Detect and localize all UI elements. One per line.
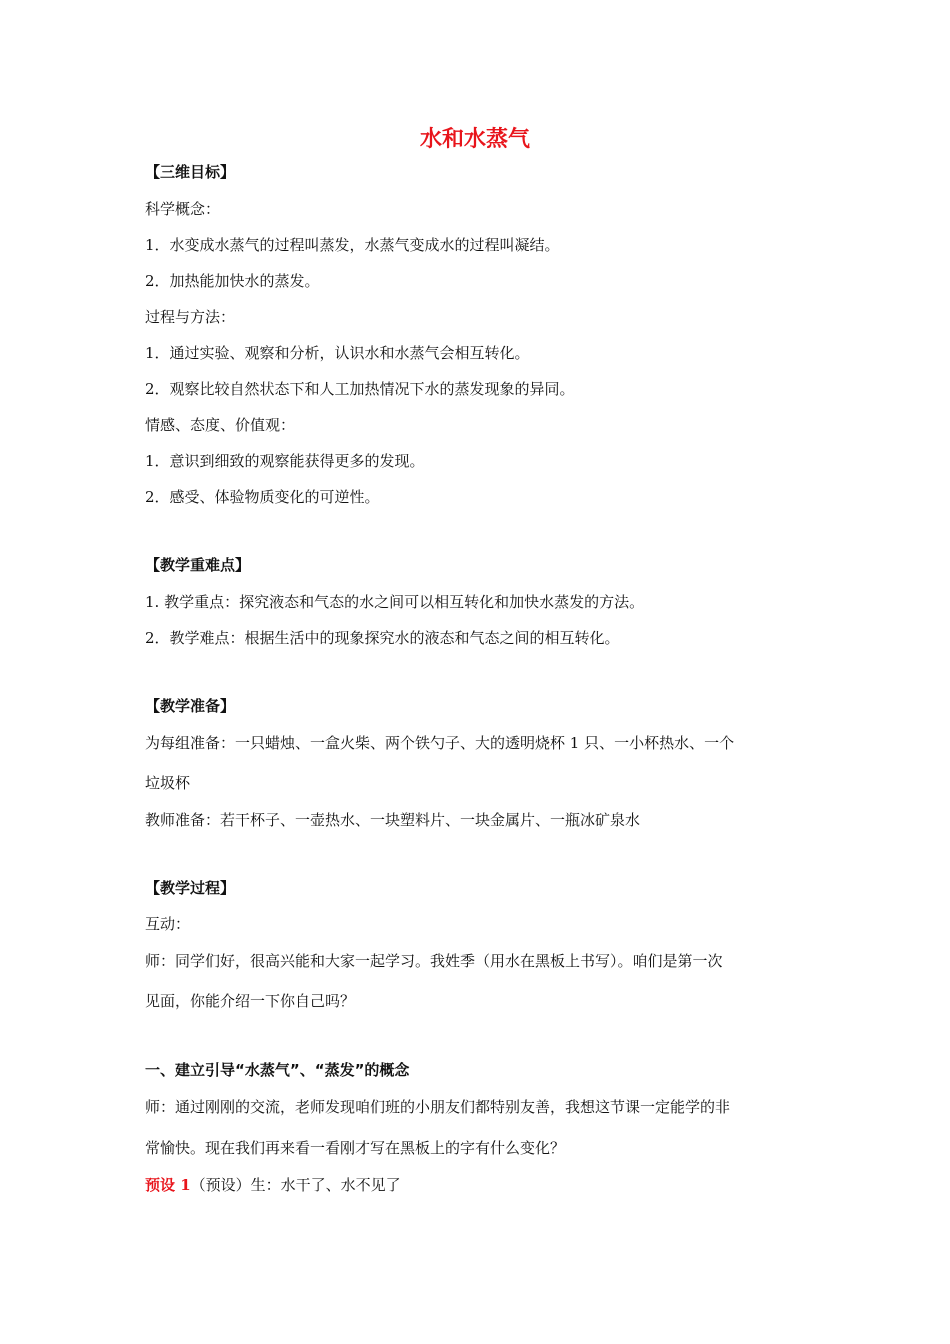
key-point-item-2: 2．教学难点：根据生活中的现象探究水的液态和气态之间的相互转化。	[145, 629, 620, 647]
science-concept-item-1: 1．水变成水蒸气的过程叫蒸发，水蒸气变成水的过程叫凝结。	[145, 236, 560, 254]
emotion-values-item-2: 2．感受、体验物质变化的可逆性。	[145, 488, 380, 506]
emotion-values-label: 情感、态度、价值观：	[145, 416, 296, 434]
process-method-item-1: 1．通过实验、观察和分析，认识水和水蒸气会相互转化。	[145, 344, 530, 362]
preset-label: 预设 1	[145, 1176, 191, 1194]
key-point-item-1: 1. 教学重点：探究液态和气态的水之间可以相互转化和加快水蒸发的方法。	[145, 593, 645, 611]
preparation-heading: 【教学准备】	[145, 697, 236, 715]
preset-line	[145, 1175, 401, 1195]
goals-heading: 【三维目标】	[145, 163, 236, 181]
teacher-preparation: 教师准备：若干杯子、一壶热水、一块塑料片、一块金属片、一瓶冰矿泉水	[145, 811, 641, 829]
process-method-item-2: 2．观察比较自然状态下和人工加热情况下水的蒸发现象的异同。	[145, 380, 575, 398]
teaching-process-heading: 【教学过程】	[145, 879, 236, 897]
emotion-values-item-1: 1．意识到细致的观察能获得更多的发现。	[145, 452, 425, 470]
group-preparation-line-2: 垃圾杯	[145, 774, 191, 792]
teacher-dialogue-line-2: 见面，你能介绍一下你自己吗？	[145, 992, 356, 1010]
part-one-heading: 一、建立引导“水蒸气”、“蒸发”的概念	[145, 1061, 410, 1079]
document-title: 水和水蒸气	[419, 127, 530, 152]
teacher-dialogue-line-1: 师：同学们好，很高兴能和大家一起学习。我姓季（用水在黑板上书写）。咱们是第一次	[145, 952, 723, 970]
key-points-heading: 【教学重难点】	[145, 556, 251, 574]
part-one-dialogue-line-2: 常愉快。现在我们再来看一看刚才写在黑板上的字有什么变化？	[145, 1139, 566, 1157]
science-concept-item-2: 2．加热能加快水的蒸发。	[145, 272, 320, 290]
interaction-label: 互动：	[145, 915, 191, 933]
science-concept-label: 科学概念：	[145, 200, 221, 218]
process-method-label: 过程与方法：	[145, 308, 236, 326]
group-preparation-line-1: 为每组准备：一只蜡烛、一盒火柴、两个铁勺子、大的透明烧杯 1 只、一小杯热水、一个	[145, 734, 735, 752]
preset-text: （预设）生：水干了、水不见了	[190, 1176, 401, 1194]
part-one-dialogue-line-1: 师：通过刚刚的交流，老师发现咱们班的小朋友们都特别友善，我想这节课一定能学的非	[145, 1098, 731, 1116]
